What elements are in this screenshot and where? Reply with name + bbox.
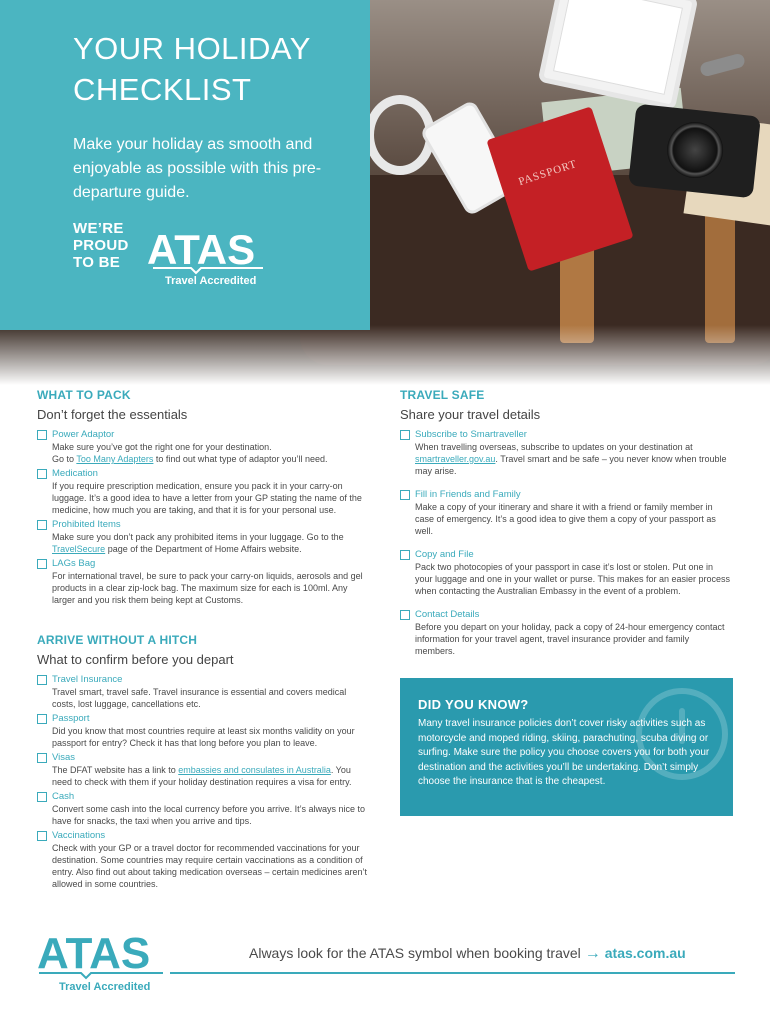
logo-tagline: Travel Accredited xyxy=(59,981,151,993)
checklist-item xyxy=(37,468,367,516)
item-body: Check with your GP or a travel doctor for recommended vaccinations for your destination. Some countries may require certain vaccinations as a condition of entry. Also find out about taking medication overseas – certain medicines aren’t allowed in some countries. xyxy=(52,843,368,889)
item-text: Make sure you don’t pack any prohibited items in your luggage. Go to the xyxy=(52,532,344,542)
checklist-item xyxy=(400,609,730,657)
camera-lens xyxy=(664,119,726,181)
logo-wordmark: ATAS xyxy=(37,929,151,978)
item-body: For international travel, be sure to pack your carry-on liquids, aerosols and gel products in a clear zip-lock bag. The maximum size for each is 100ml. Any larger and you risk them being kept at Customs. xyxy=(52,571,363,605)
proud-statement xyxy=(73,220,129,271)
item-body: Did you know that most countries require at least six months validity on your passport for entry? Check it has that long before you plan to leave. xyxy=(52,726,355,748)
checkbox[interactable] xyxy=(37,559,47,569)
item-body: Make a copy of your itinerary and share it with a friend or family member in case of emergency. It’s a good idea to give them a copy of your passport as well. xyxy=(415,502,716,536)
proud-line: WE’RE xyxy=(73,220,124,237)
did-you-know-heading: DID YOU KNOW? xyxy=(418,697,529,712)
checklist-item xyxy=(37,752,367,788)
section-subheading: What to confirm before you depart xyxy=(37,652,234,667)
proud-line: TO BE xyxy=(73,254,121,271)
checklist-item xyxy=(37,830,367,890)
item-title: Medication xyxy=(52,468,98,479)
proud-line: PROUD xyxy=(73,237,129,254)
item-title: Cash xyxy=(52,791,75,802)
arrive-without-a-hitch-section xyxy=(37,633,367,893)
checklist-item xyxy=(37,791,367,827)
footer-text: Always look for the ATAS symbol when booking travel xyxy=(249,945,581,961)
item-title: Contact Details xyxy=(415,609,480,620)
travel-safe-section xyxy=(400,388,730,669)
hero-subtitle: Make your holiday as smooth and enjoyable as possible with this pre-departure guide. xyxy=(73,136,322,201)
checkbox[interactable] xyxy=(37,430,47,440)
item-text: to find out what type of adaptor you’ll need. xyxy=(153,454,328,464)
item-body: Before you depart on your holiday, pack a copy of 24-hour emergency contact information for your travel agent, travel insurance provider and family members. xyxy=(415,622,725,656)
hero-title-panel xyxy=(0,0,370,330)
checkbox[interactable] xyxy=(400,550,410,560)
checklist-item xyxy=(37,674,367,710)
checkbox[interactable] xyxy=(37,792,47,802)
hero-fade xyxy=(0,325,770,385)
passport-label: PASSPORT xyxy=(517,157,579,189)
section-heading: WHAT TO PACK xyxy=(37,388,131,402)
atas-logo xyxy=(147,224,267,286)
checklist-item xyxy=(37,713,367,749)
item-title: Prohibited Items xyxy=(52,519,121,530)
checkbox[interactable] xyxy=(400,610,410,620)
did-you-know-body: Many travel insurance policies don’t cover risky activities such as motorcycle and moped riding, skiing, parachuting, scuba diving or surfing. Make sure the policy you choose covers you for both your destination and the activities you’ll be undertaking. Don’t simply choose the insurance that is the cheapest. xyxy=(418,718,710,787)
item-title: Vaccinations xyxy=(52,830,106,841)
item-text: Make sure you’ve got the right one for your destination. xyxy=(52,442,272,452)
tablet-illustration xyxy=(538,0,699,110)
too-many-adapters-link[interactable]: Too Many Adapters xyxy=(76,454,154,464)
item-body xyxy=(415,441,730,477)
item-text: The DFAT website has a link to xyxy=(52,765,179,775)
checkbox[interactable] xyxy=(400,430,410,440)
hero-photo xyxy=(0,0,770,385)
section-heading: ARRIVE WITHOUT A HITCH xyxy=(37,633,198,647)
footer-divider xyxy=(170,972,735,974)
item-title: Visas xyxy=(52,752,76,763)
item-title: Fill in Friends and Family xyxy=(415,489,521,500)
atas-website-link[interactable]: atas.com.au xyxy=(604,945,686,961)
checkbox[interactable] xyxy=(37,675,47,685)
info-icon xyxy=(636,688,728,780)
checklist-item xyxy=(400,549,730,597)
title-line: CHECKLIST xyxy=(73,72,252,107)
camera-illustration xyxy=(628,104,761,199)
checklist-item xyxy=(37,558,367,606)
checkbox[interactable] xyxy=(400,490,410,500)
checklist-item xyxy=(37,429,367,465)
item-body: Travel smart, travel safe. Travel insurance is essential and covers medical costs, lost luggage, cancellations etc. xyxy=(52,687,347,709)
item-text: Go to xyxy=(52,454,77,464)
checklist-item xyxy=(400,429,730,477)
page-title xyxy=(73,28,363,110)
item-title: Subscribe to Smartraveller xyxy=(415,429,527,440)
checklist-item xyxy=(400,489,730,537)
travelsecure-link[interactable]: TravelSecure xyxy=(52,544,106,554)
keys-illustration xyxy=(699,52,746,77)
did-you-know-box xyxy=(400,678,733,816)
item-text: When travelling overseas, subscribe to updates on your destination at xyxy=(415,442,693,452)
item-title: Copy and File xyxy=(415,549,474,560)
section-subheading: Share your travel details xyxy=(400,407,541,422)
checklist-item xyxy=(37,519,367,555)
item-body xyxy=(52,531,367,555)
checkbox[interactable] xyxy=(37,831,47,841)
item-text: . Travel smart and be safe – you never know when trouble may arise. xyxy=(415,454,727,476)
checkbox[interactable] xyxy=(37,753,47,763)
item-body xyxy=(52,764,367,788)
logo-tagline: Travel Accredited xyxy=(165,275,257,286)
item-body: Pack two photocopies of your passport in case it’s lost or stolen. Put one in your luggage and one in your wallet or purse. This makes for an easier process when contacting the Australian Embassy in the event of a problem. xyxy=(415,562,731,596)
checkbox[interactable] xyxy=(37,714,47,724)
title-line: YOUR HOLIDAY xyxy=(73,31,311,66)
footer-message xyxy=(249,944,686,963)
checkbox[interactable] xyxy=(37,469,47,479)
smartraveller-link[interactable]: smartraveller.gov.au xyxy=(415,454,496,464)
item-title: LAGs Bag xyxy=(52,558,96,569)
section-subheading: Don’t forget the essentials xyxy=(37,407,188,422)
item-text: . You need to check with them if your holiday destination requires a visa for entry. xyxy=(52,765,352,787)
item-body: If you require prescription medication, ensure you pack it in your carry-on luggage. It’s a good idea to have a letter from your GP stating the name of the medicine, how much you are taking, and that it is for your personal use. xyxy=(52,481,362,515)
section-heading: TRAVEL SAFE xyxy=(400,388,485,402)
item-title: Travel Insurance xyxy=(52,674,123,685)
what-to-pack-section xyxy=(37,388,367,609)
item-body xyxy=(52,441,367,465)
logo-wordmark: ATAS xyxy=(147,226,256,273)
embassies-link[interactable]: embassies and consulates in Australia xyxy=(178,765,331,775)
checkbox[interactable] xyxy=(37,520,47,530)
item-text: page of the Department of Home Affairs website. xyxy=(105,544,302,554)
item-title: Power Adaptor xyxy=(52,429,115,440)
atas-footer-logo xyxy=(37,928,167,998)
item-title: Passport xyxy=(52,713,90,724)
item-body: Convert some cash into the local currency before you arrive. It’s always nice to have for snacks, the taxi when you arrive and tips. xyxy=(52,804,365,826)
arrow-right-icon: → xyxy=(584,945,601,962)
